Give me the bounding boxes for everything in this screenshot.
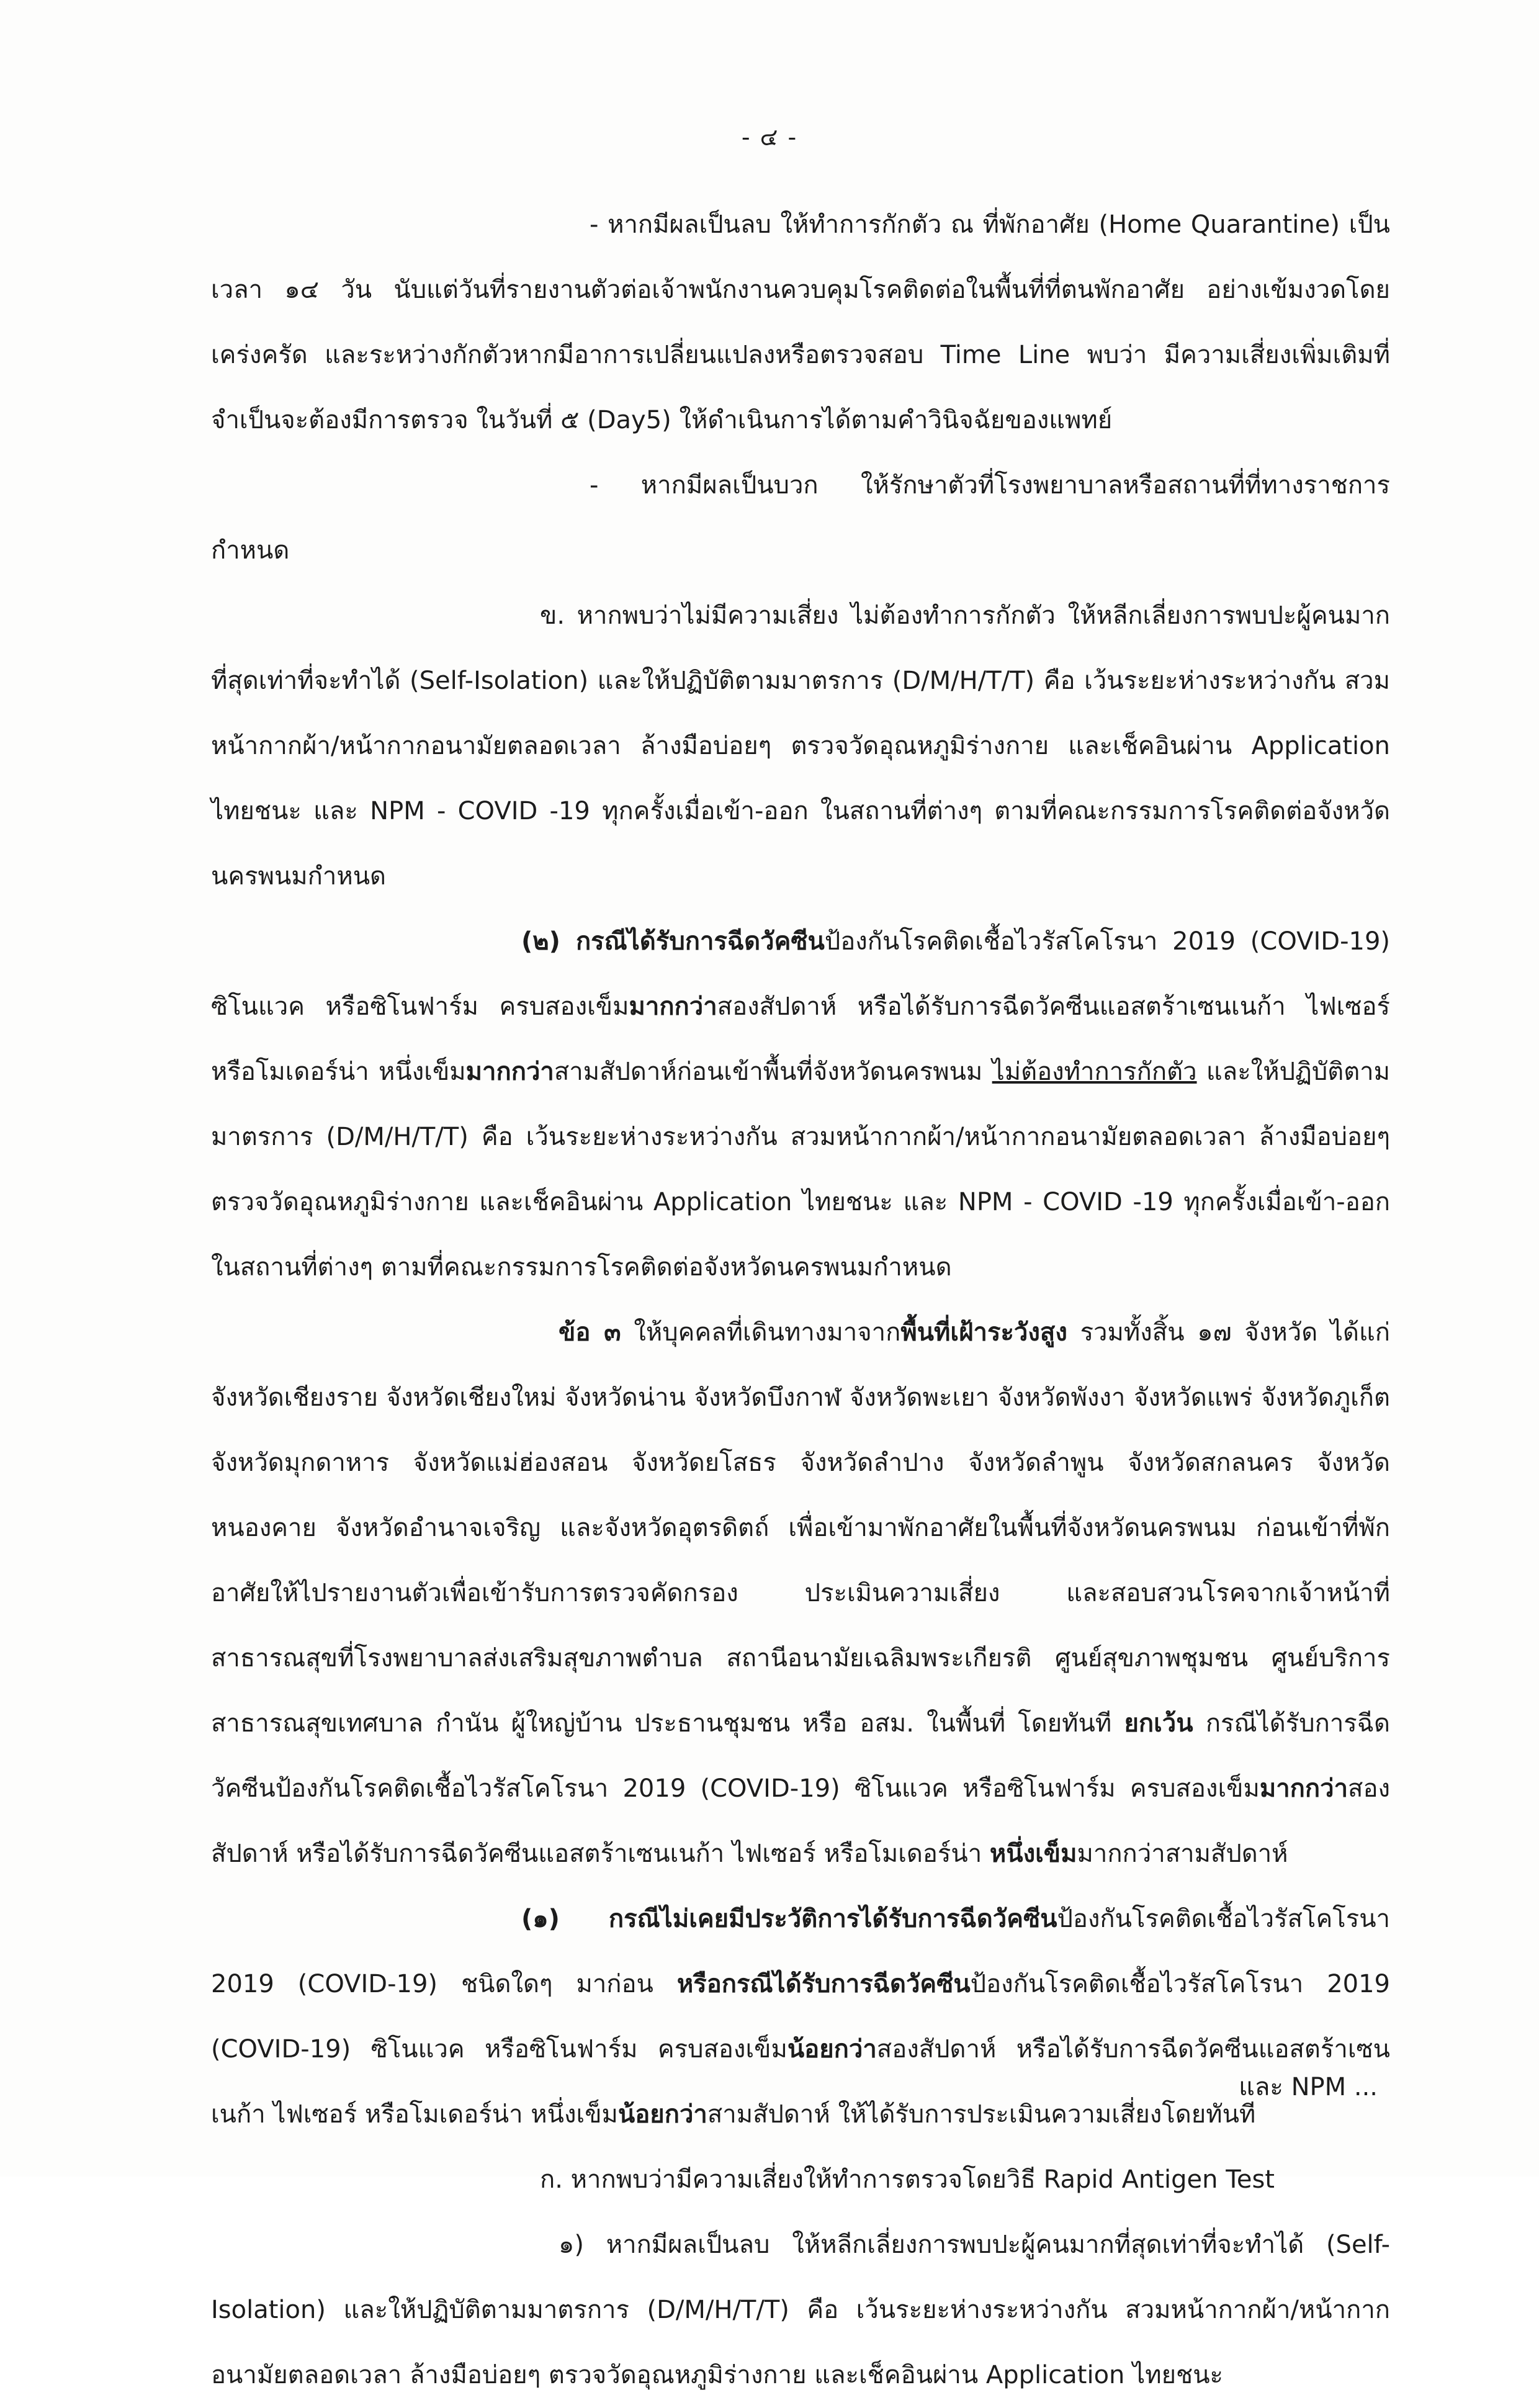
bold-text: ข้อ ๓ [559,1318,621,1347]
bold-text: น้อยกว่า [617,2100,707,2129]
text-run: ข. หากพบว่าไม่มีความเสี่ยง ไม่ต้องทำการกักตัว ให้หลีกเลี่ยงการพบปะผู้คนมากที่สุดเท่าที่จะทำได้ (Self-Isolation) และให้ปฏิบัติตามมาตรการ (D/M/H/T/T) คือ เว้นระยะห่างระหว่างกัน สวมหน้ากากผ้า/หน้ากากอนามัยตลอดเวลา ล้างมือบ่อยๆ ตรวจวัดอุณหภูมิร่างกาย และเช็คอินผ่าน Application ไทยชนะ และ NPM - COVID -19 ทุกครั้งเมื่อเข้า-ออก ในสถานที่ต่างๆ ตามที่คณะกรรมการโรคติดต่อจังหวัดนครพนมกำหนด [211,601,1390,891]
bold-text: มากกว่า [629,992,717,1021]
bold-text: มากกว่า [465,1058,554,1086]
bold-text: มากกว่า [1259,1774,1348,1803]
text-run: สองสัปดาห์ หรือได้รับการฉีดวัคซีนแอสตร้าเซนเนก้า ไฟเซอร์ หรือโมเดอร์น่า หนึ่งเข็ม [211,2035,1390,2129]
bold-text: หนึ่งเข็ม [989,1840,1077,1868]
text-run: กรณีได้รับการฉีดวัคซีนป้องกันโรคติดเชื้อไวรัสโคโรนา 2019 (COVID-19) ซิโนแวค หรือซิโนฟาร์ม ครบสองเข็ม [211,1709,1390,1803]
bold-text: หรือกรณีได้รับการฉีดวัคซีน [676,1970,971,1998]
underlined-text: ไม่ต้องทำการกักตัว [992,1058,1197,1086]
text-run: สามสัปดาห์ ให้ได้รับการประเมินความเสี่ยงโดยทันที [707,2100,1256,2129]
text-run: ป้องกันโรคติดเชื้อไวรัสโคโรนา 2019 (COVID-19) ซิโนแวค หรือซิโนฟาร์ม ครบสองเข็ม [211,1970,1390,2064]
paragraph [211,1887,1390,2147]
text-run: และให้ปฏิบัติตามมาตรการ (D/M/H/T/T) คือ เว้นระยะห่างระหว่างกัน สวมหน้ากากผ้า/หน้ากากอนามัยตลอดเวลา ล้างมือบ่อยๆ ตรวจวัดอุณหภูมิร่างกาย และเช็คอินผ่าน Application ไทยชนะ และ NPM - COVID -19 ทุกครั้งเมื่อเข้า-ออกในสถานที่ต่างๆ ตามที่คณะกรรมการโรคติดต่อจังหวัดนครพนมกำหนด [211,1058,1390,1282]
bold-text: ยกเว้น [1124,1709,1193,1738]
bold-text: (๒) กรณีได้รับการฉีดวัคซีน [521,927,825,956]
text-run: มากกว่าสามสัปดาห์ [1077,1840,1288,1868]
paragraph [211,583,1390,909]
text-run: ให้บุคคลที่เดินทางมาจาก [621,1318,901,1347]
bold-text: พื้นที่เฝ้าระวังสูง [900,1318,1067,1347]
text-run: สองสัปดาห์ หรือได้รับการฉีดวัคซีนแอสตร้าเซนเนก้า ไฟเซอร์ หรือโมเดอร์น่า หนึ่งเข็ม [211,992,1390,1086]
text-run: รวมทั้งสิ้น ๑๗ จังหวัด ได้แก่ จังหวัดเชียงราย จังหวัดเชียงใหม่ จังหวัดน่าน จังหวัดบึงกาฬ จังหวัดพะเยา จังหวัดพังงา จังหวัดแพร่ จังหวัดภูเก็ต จังหวัดมุกดาหาร จังหวัดแม่ฮ่องสอน จังหวัดยโสธร จังหวัดลำปาง จังหวัดลำพูน จังหวัดสกลนคร จังหวัดหนองคาย จังหวัดอำนาจเจริญ และจังหวัดอุตรดิตถ์ เพื่อเข้ามาพักอาศัยในพื้นที่จังหวัดนครพนม ก่อนเข้าที่พักอาศัยให้ไปรายงานตัวเพื่อเข้ารับการตรวจคัดกรอง ประเมินความเสี่ยง และสอบสวนโรคจากเจ้าหน้าที่สาธารณสุขที่โรงพยาบาลส่งเสริมสุขภาพตำบล สถานีอนามัยเฉลิมพระเกียรติ ศูนย์สุขภาพชุมชน ศูนย์บริการสาธารณสุขเทศบาล กำนัน ผู้ใหญ่บ้าน ประธานชุมชน หรือ อสม. ในพื้นที่ โดยทันที [211,1318,1390,1738]
continuation-note: และ NPM ... [1239,2073,1378,2101]
paragraph [211,192,1390,453]
bold-text: น้อยกว่า [787,2035,877,2064]
bold-text: (๑) กรณีไม่เคยมีประวัติการได้รับการฉีดวัคซีน [521,1905,1057,1933]
paragraph [211,1300,1390,1887]
paragraph [211,909,1390,1300]
text-run: ป้องกันโรคติดเชื้อไวรัสโคโรนา 2019 (COVID-19) ชนิดใดๆ มาก่อน [211,1905,1390,1998]
text-run: - หากมีผลเป็นลบ ให้ทำการกักตัว ณ ที่พักอาศัย (Home Quarantine) เป็นเวลา ๑๔ วัน นับแต่วันที่รายงานตัวต่อเจ้าพนักงานควบคุมโรคติดต่อในพื้นที่ที่ตนพักอาศัย อย่างเข้มงวดโดยเคร่งครัด และระหว่างกักตัวหากมีอาการเปลี่ยนแปลงหรือตรวจสอบ Time Line พบว่า มีความเสี่ยงเพิ่มเติมที่จำเป็นจะต้องมีการตรวจ ในวันที่ ๕ (Day5) ให้ดำเนินการได้ตามคำวินิจฉัยของแพทย์ [211,210,1390,434]
paragraph [211,2213,1390,2408]
text-run: ๑) หากมีผลเป็นลบ ให้หลีกเลี่ยงการพบปะผู้คนมากที่สุดเท่าที่จะทำได้ (Self-Isolation) และให้ปฏิบัติตามมาตรการ (D/M/H/T/T) คือ เว้นระยะห่างระหว่างกัน สวมหน้ากากผ้า/หน้ากากอนามัยตลอดเวลา ล้างมือบ่อยๆ ตรวจวัดอุณหภูมิร่างกาย และเช็คอินผ่าน Application ไทยชนะ [211,2231,1390,2389]
text-run: สองสัปดาห์ หรือได้รับการฉีดวัคซีนแอสตร้าเซนเนก้า ไฟเซอร์ หรือโมเดอร์น่า [211,1774,1390,1868]
paragraph [211,2147,1390,2213]
text-run: สามสัปดาห์ก่อนเข้าพื้นที่จังหวัดนครพนม [554,1058,992,1086]
document-body [211,192,1390,2408]
text-run: ก. หากพบว่ามีความเสี่ยงให้ทำการตรวจโดยวิธี Rapid Antigen Test [540,2165,1275,2194]
paragraph [211,453,1390,583]
text-run: ป้องกันโรคติดเชื้อไวรัสโคโรนา 2019 (COVID-19) ซิโนแวค หรือซิโนฟาร์ม ครบสองเข็ม [211,927,1391,1021]
page-number: - ๔ - [741,124,798,151]
text-run: - หากมีผลเป็นบวก ให้รักษาตัวที่โรงพยาบาลหรือสถานที่ที่ทางราชการกำหนด [211,471,1390,565]
